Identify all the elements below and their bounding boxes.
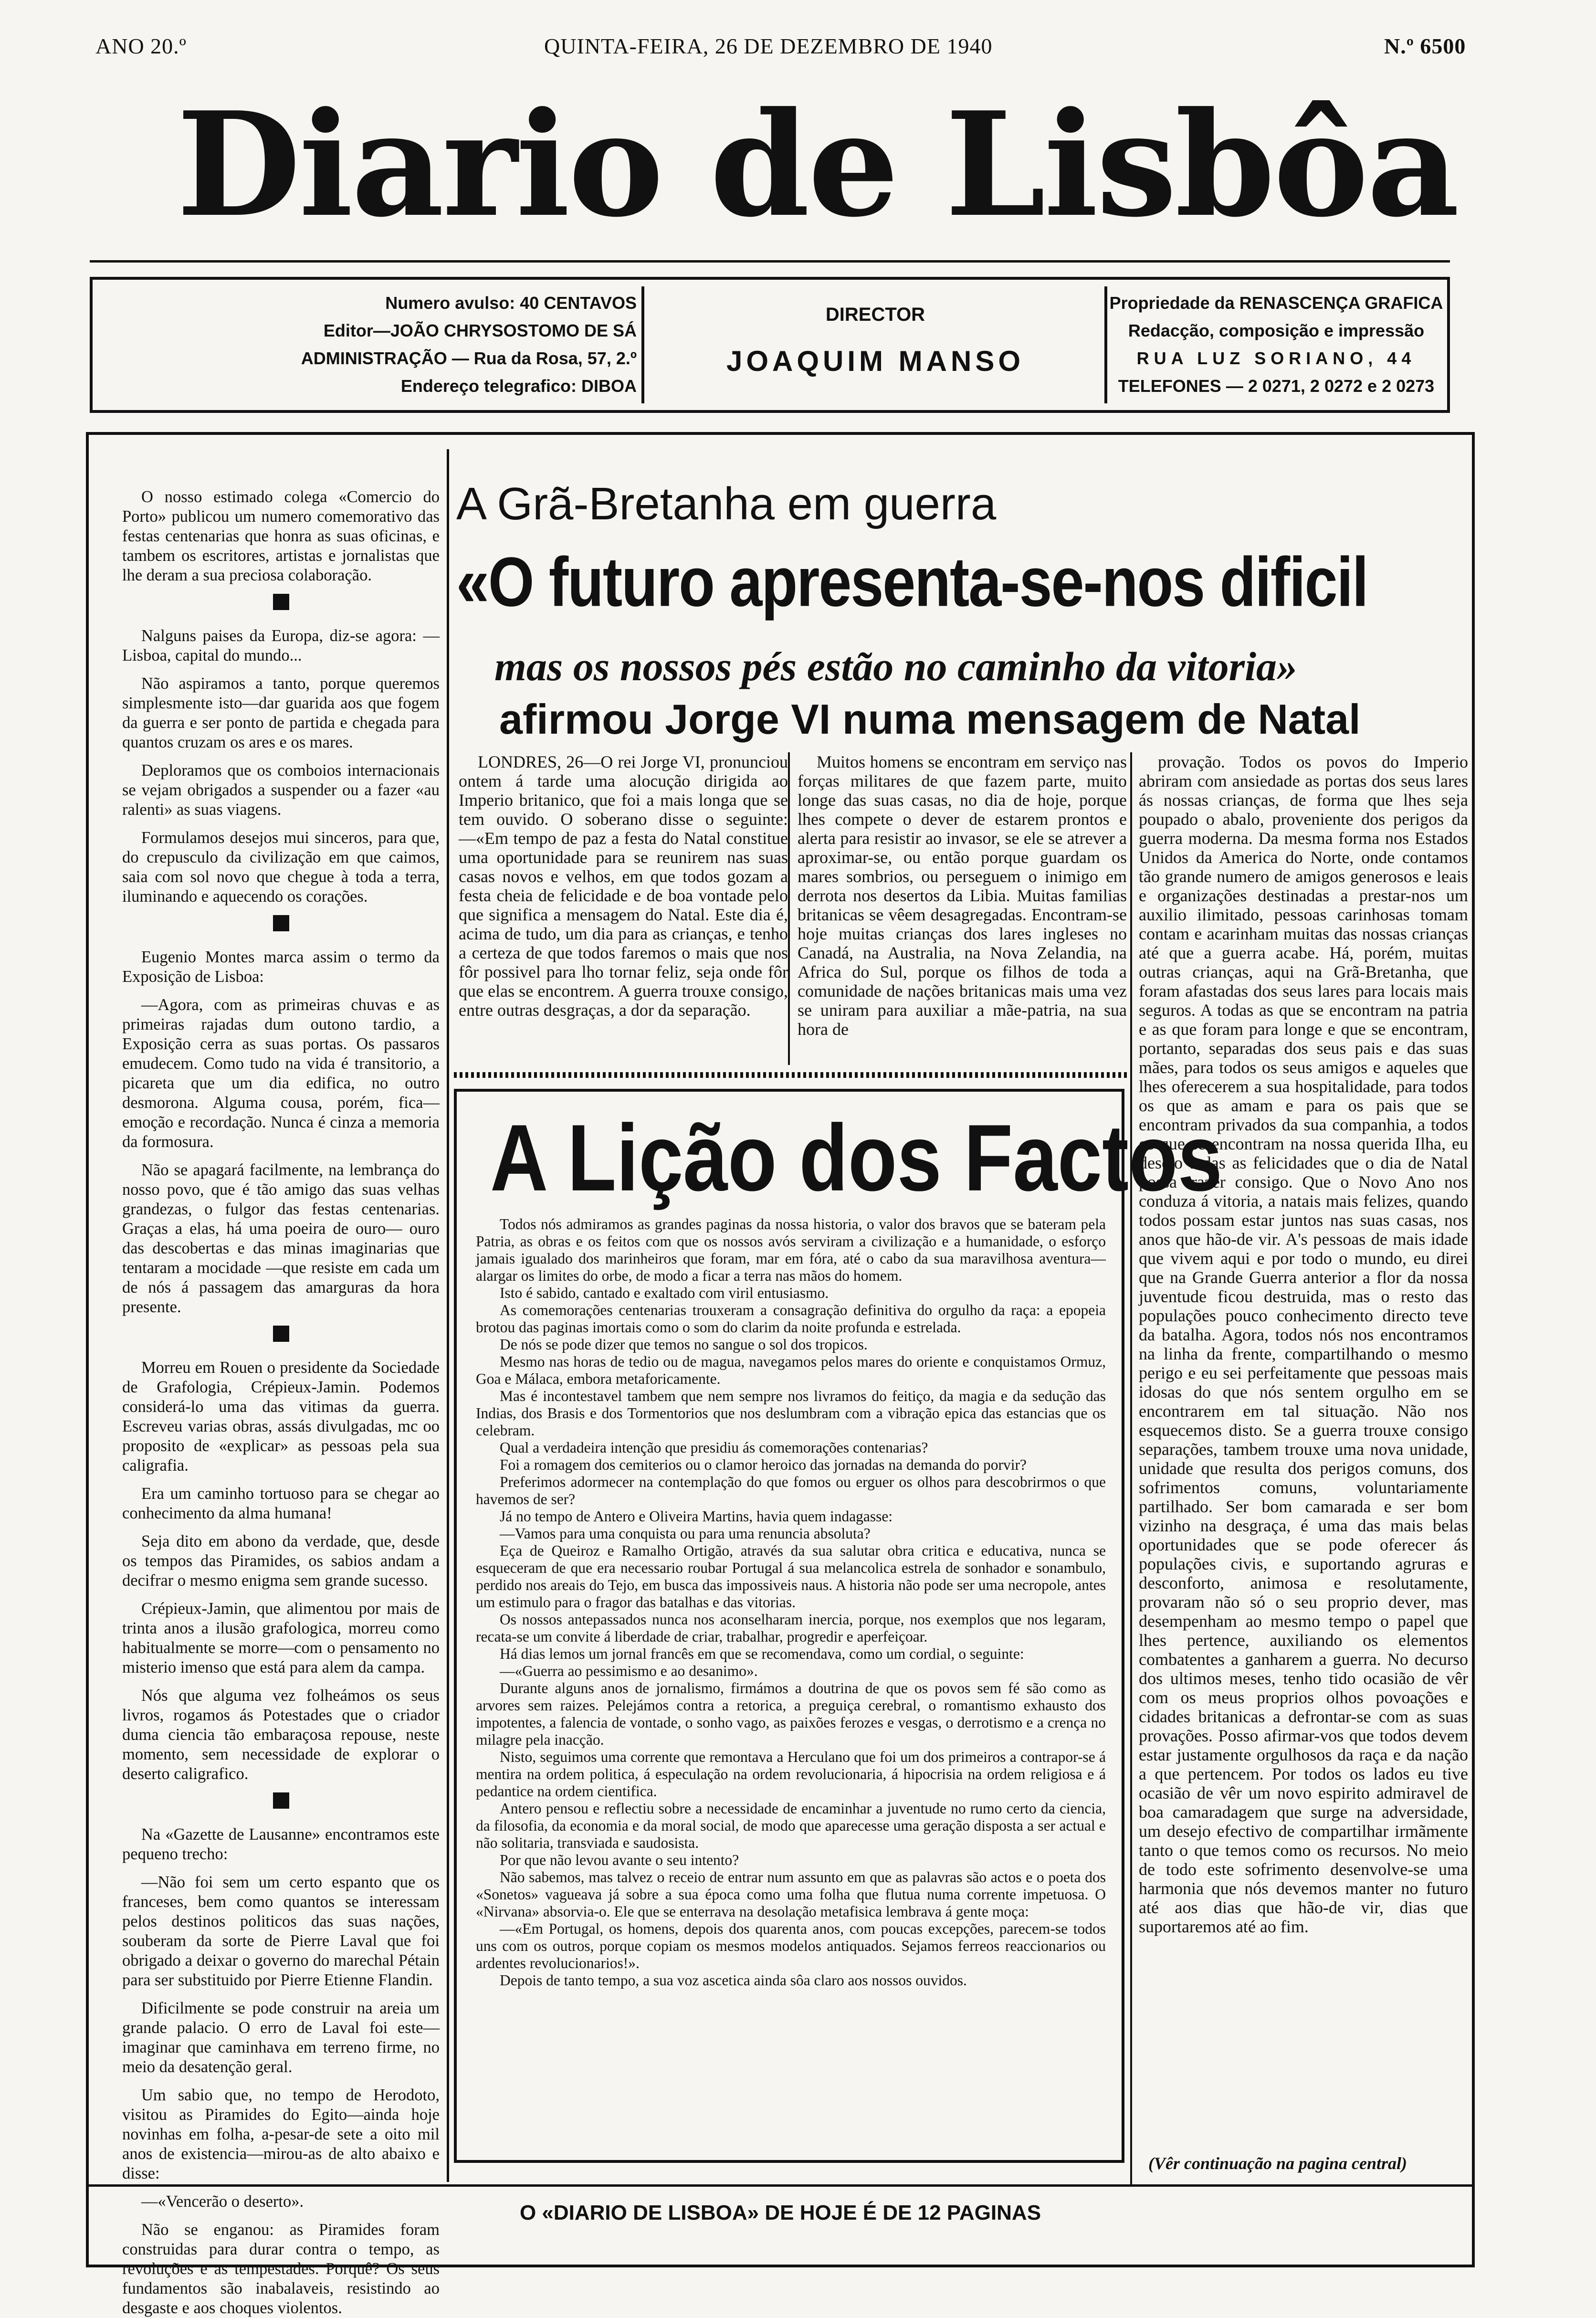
- brief-paragraph: Crépieux-Jamin, que alimentou por mais de trinta anos a ilusão grafologica, morreu como habitualmente se morre—com o pensamento no misterio imenso que está para alem da campa.: [122, 1600, 440, 1676]
- main-headline: «O futuro apresenta-se-nos dificil: [456, 543, 1368, 622]
- brief-paragraph: Morreu em Rouen o presidente da Sociedade de Grafologia, Crépieux-Jamin. Podemos considerá-lo uma das vitimas da guerra. Escreveu varias obras, assás divulgadas, mc oo proposito de «explicar» as pessoas pela sua caligrafia.: [122, 1359, 440, 1475]
- section-square: [273, 915, 289, 931]
- brief-paragraph: —«Vencerão o deserto».: [141, 2192, 304, 2211]
- brief-paragraph: Nós que alguma vez folheámos os seus livros, rogamos ás Potestades que o criador duma ciencia tão embaraçosa repouse, neste momento, sem necessidade de explorar o deserto caligrafico.: [122, 1686, 440, 1783]
- brief-paragraph: Não aspiramos a tanto, porque queremos simplesmente isto—dar guarida aos que fogem da guerra e ser ponto de partida e chegada para quantos cruzam os ares e os mares.: [122, 674, 440, 751]
- section-square: [273, 1792, 289, 1809]
- director-name: JOAQUIM MANSO: [726, 345, 1025, 377]
- licao-paragraph: Há dias lemos um jornal francês em que se recomendava, como um cordial, o seguinte:: [500, 1645, 1024, 1662]
- subheadline: mas os nossos pés estão no caminho da vitoria»: [494, 643, 1297, 689]
- edition-date: QUINTA-FEIRA, 26 DE DEZEMBRO DE 1940: [544, 34, 993, 58]
- licao-paragraph: Depois de tanto tempo, a sua voz ascetica ainda sôa claro aos nossos ouvidos.: [500, 1972, 967, 1989]
- brief-paragraph: —Agora, com as primeiras chuvas e as primeiras rajadas dum outono tardio, a Exposição cerra as suas portas. Os passaros emudecem. Como tudo na vida é transitorio, a picareta que um dia edifica, no outro desmorona. Alguma cousa, porém, fica—emoção e recordação. Nunca é cinza a memoria da formosura.: [122, 996, 440, 1151]
- brief-paragraph: Eugenio Montes marca assim o termo da Exposição de Lisboa:: [122, 948, 440, 986]
- brief-paragraph: Nalguns paises da Europa, diz-se agora: —Lisboa, capital do mundo...: [122, 627, 440, 664]
- brief-paragraph: O nosso estimado colega «Comercio do Porto» publicou um numero comemorativo das festas centenarias que honra as suas oficinas, e tambem os escritores, artistas e jornalistas que lhe deram a sua preciosa colaboração.: [122, 488, 440, 584]
- administration-line: ADMINISTRAÇÃO — Rua da Rosa, 57, 2.º: [301, 348, 637, 368]
- licao-paragraph: —«Guerra ao pessimismo e ao desanimo».: [500, 1663, 758, 1679]
- lead-text: Muitos homens se encontram em serviço nas forças militares de que fazem parte, muito longe das suas casas, no dia de hoje, porque lhes compete o dever de estarem prontos e alerta para resistir ao invasor, se ele se atrever a aproximar-se, ou então porque guardam os mares sombrios, ou perseguem o inimigo em derrota nos desertos da Libia. Muitas familias britanicas se vêem desagregadas. Encontram-se hoje muitas crianças dos lares ingleses no Canadá, na Australia, na Nova Zelandia, na Africa do Sul, porque os filhos de toda a comunidade de nações britanicas mais uma vez se uniram para auxiliar a mãe-patria, na sua hora de: [798, 752, 1127, 1039]
- column-rule: [447, 449, 449, 2182]
- column-rule: [788, 752, 790, 1065]
- director-label: DIRECTOR: [825, 304, 925, 325]
- lead-column-1: [459, 752, 788, 1067]
- ornamental-rule: [454, 1072, 1127, 1078]
- section-square: [273, 1326, 289, 1342]
- licao-paragraph: Foi a romagem dos cemiterios ou o clamor heroico das jornadas na demanda do porvir?: [500, 1456, 1027, 1473]
- brief-paragraph: Um sabio que, no tempo de Herodoto, visitou as Piramides do Egito—ainda hoje novinhas em folha, a-pesar-de sete a oito mil anos de existencia—mirou-as de alto abaixo e disse:: [122, 2086, 440, 2182]
- licao-paragraph: Qual a verdadeira intenção que presidiu ás comemorações contenarias?: [500, 1439, 928, 1456]
- licao-paragraph: —Vamos para uma conquista ou para uma renuncia absoluta?: [500, 1525, 871, 1542]
- lead-text: provação. Todos os povos do Imperio abriram com ansiedade as portas dos seus lares ás nossas crianças, de forma que lhes seja poupado o abalo, proveniente dos perigos da guerra moderna. Da mesma forma nos Estados Unidos da America do Norte, onde contamos tão grande numero de amigos generosos e leais e organizações destinadas a prestar-nos um auxilio ilimitado, pessoas carinhosas tomam contam e acarinham muitas das nossas crianças até que a guerra acabe. Há, porém, muitas outras crianças, aqui na Grã-Bretanha, que foram afastadas dos seus lares para locais mais seguros. A todas as que se encontram na patria e as que foram para longe e que se encontram, portanto, separadas dos seus pais e das suas mães, para todos os seus amigos e aqueles que lhes oferecerem a sua hospitalidade, para todos os que as amam e para os pais que se encontram privados da sua companhia, a todos os que se encontram na nossa querida Ilha, eu desejo todas as felicidades que o dia de Natal possa trazer consigo. Que o Novo Ano nos conduza á vitoria, a natais mais felizes, quando todos possam estar juntos nas suas casas, nos anos que hão-de vir. A's pessoas de mais idade que vivem aqui e por todo o mundo, eu direi que na Grande Guerra anterior a flor da nossa juventude ficou destruida, mas o resto das populações pouco conhecimento directo teve da batalha. Agora, todos nós nos encontramos na linha da frente, compartilhando o mesmo perigo e eu sei perfeitamente que pessoas mais idosas do que nós sentem orgulho em se encontrarem em tal situação. Não nos esquecemos disto. Se a guerra trouxe consigo separações, tambem trouxe uma nova unidade, unidade que resulta dos perigos comuns, dos sofrimentos comuns, voluntariamente partilhado. Ser bom camarada e ser bom vizinho na desgraça, é uma das mais belas oportunidades que se pode oferecer ás populações civis, e suportando agruras e desconforto, animosa e resolutamente, provaram não só o seu proprio dever, mas desempenham ao mesmo tempo o papel que lhes pertence, auxiliando os elementos combatentes a ganharem a guerra. No decurso dos ultimos meses, tenho tido ocasião de vêr com os meus proprios olhos povoações e cidades britanicas a defrontar-se com as suas provações. Posso afirmar-vos que todos devem estar justamente orgulhosos da raça e da nação a que pertencem. Por todos os lados eu tive ocasião de vêr um novo espirito admiravel de boa camaradagem que surge na adversidade, um desejo efectivo de compartilhar irmãmente tanto o que temos como os recursos. No meio de todo este sofrimento desenvolve-se uma harmonia que nós devemos manter no futuro até aos dias que hão-de vir, dias que suportaremos até ao fim.: [1139, 752, 1468, 1936]
- brief-paragraph: Não se apagará facilmente, na lembrança do nosso povo, que é tão amigo das suas velhas grandezas, o fulgor das festas centenarias. Graças a elas, há uma poeira de ouro— ouro das descobertas e das minas imaginarias que tentaram a mocidade —que resiste em cada um de nós á passagem das amarguras da hora presente.: [122, 1161, 440, 1316]
- deck-headline: afirmou Jorge VI numa mensagem de Natal: [499, 695, 1361, 743]
- telegraph-line: Endereço telegrafico: DIBOA: [400, 376, 637, 396]
- licao-text: [476, 1216, 1106, 2156]
- licao-paragraph: Eça de Queiroz e Ramalho Ortigão, através da sua salutar obra critica e educativa, nunca se esqueceram de que era necessario roubar Portugal á sua melancolica estrela de sonhador e sonambulo, perdido nos areais do Tejo, em busca das impossiveis naus. A historia não pode ser uma necropole, antes um estimulo para o fragor das batalhas e das vitorias.: [476, 1542, 1106, 1611]
- masthead-title: Diario de Lisbôa: [177, 80, 1458, 249]
- page-count-banner: O «DIARIO DE LISBOA» DE HOJE É DE 12 PAGINAS: [519, 2201, 1041, 2224]
- masthead-info-box: [90, 277, 1450, 413]
- director-block: [646, 301, 1104, 375]
- redaction-line: Redacção, composição e impressão: [1128, 321, 1425, 340]
- brief-paragraph: —Não foi sem um certo espanto que os franceses, bem como quantos se interessam pelos destinos politicos das suas nações, souberam da sorte de Pierre Laval que foi obrigado a deixar o governo do marechal Pétain para ser substituido por Pierre Etienne Flandin.: [122, 1873, 440, 1989]
- licao-paragraph: Antero pensou e reflectiu sobre a necessidade de encaminhar a juventude no rumo certo da ciencia, da filosofia, da economia e da moral social, de modo que aparecesse uma geração disposta a ser actual e não solitaria, transviada e saudosista.: [476, 1800, 1106, 1851]
- licao-paragraph: De nós se pode dizer que temos no sangue o sol dos tropicos.: [500, 1336, 868, 1353]
- editor-line: Editor—JOÃO CHRYSOSTOMO DE SÁ: [323, 321, 637, 340]
- licao-paragraph: Durante alguns anos de jornalismo, firmámos a doutrina de que os povos sem fé são como as arvores sem raizes. Pelejámos contra a retorica, a preguiça cerebral, o romantismo exhausto dos impotentes, a falencia de vontade, o sonho vago, as paixões ferozes e vesgas, o derrotismo e a crença no milagre pela inacção.: [476, 1680, 1106, 1748]
- front-page-frame: [86, 432, 1475, 2317]
- licao-paragraph: Já no tempo de Antero e Oliveira Martins, havia quem indagasse:: [500, 1508, 893, 1525]
- licao-paragraph: Preferimos adormecer na contemplação do que fomos ou erguer os olhos para descobrirmos o que havemos de ser?: [476, 1474, 1106, 1507]
- licao-paragraph: Nisto, seguimos uma corrente que remontava a Herculano que foi um dos primeiros a contrapor-se á mentira na ordem politica, á especulação na ordem revolucionaria, á hipocrisia na ordem religiosa e á pedantice na ordem cientifica.: [476, 1749, 1106, 1800]
- licao-paragraph: Todos nós admiramos as grandes paginas da nossa historia, o valor dos bravos que se bateram pela Patria, as obras e os feitos com que os nossos avós serviram a civilização e a humanidade, o esforço jamais igualado dos marinheiros que foram, mar em fóra, até o cabo da sua maravilhosa aventura—alargar os limites do orbe, de modo a ficar a terra nas mãos do homem.: [476, 1216, 1106, 1284]
- info-divider: [641, 286, 644, 403]
- brief-paragraph: Formulamos desejos mui sinceros, para que, do crepusculo da civilização em que caimos, saia com sol novo que chegue à toda a terra, iluminando e aquecendo os corações.: [122, 829, 440, 906]
- continuation-note: (Vêr continuação na pagina central): [1148, 2154, 1407, 2173]
- licao-paragraph: Não sabemos, mas talvez o receio de entrar num assunto em que as palavras são actos e o poeta dos «Sonetos» vagueava já sobre a sua época como uma folha que flutua numa corrente impetuosa. O «Nirvana» absorvia-o. Ele que se enterrava na desolação metafisica lembrava á gente moça:: [476, 1869, 1106, 1920]
- brief-paragraph: Seja dito em abono da verdade, que, desde os tempos das Piramides, os sabios andam a decifrar o mesmo enigma sem grande sucesso.: [122, 1532, 440, 1590]
- owner-info: [1109, 289, 1443, 400]
- info-divider: [1104, 286, 1107, 403]
- section-square: [273, 594, 289, 610]
- edition-number: N.º 6500: [1384, 34, 1466, 58]
- licao-title: A Lição dos Factos: [490, 1105, 1223, 1211]
- brief-paragraph: Não se enganou: as Piramides foram construidas para durar contra o tempo, as revoluções e as tempestades. Porquê? Os seus fundamentos são inabalaveis, resistindo ao desgaste e aos choques violentos.: [122, 2221, 440, 2317]
- licao-paragraph: —«Em Portugal, os homens, depois dos quarenta anos, com poucas excepções, parecem-se todos uns com os outros, porque copiam os mesmos modelos antiquados. Sejamos ferreos reaccionarios ou ardentes revolucionarios!».: [476, 1920, 1106, 1971]
- publication-info: [102, 289, 637, 400]
- licao-paragraph: Os nossos antepassados nunca nos aconselharam inercia, porque, nos exemplos que nos legaram, recata-se um convite á liberdade de criar, trabalhar, progredir e aperfeiçoar.: [476, 1611, 1106, 1645]
- licao-paragraph: Isto é sabido, cantado e exaltado com viril entusiasmo.: [500, 1285, 829, 1301]
- column-rule: [1130, 752, 1132, 2184]
- price-line: Numero avulso: 40 CENTAVOS: [385, 293, 637, 313]
- left-column: [122, 487, 440, 2317]
- licao-paragraph: Mas é incontestavel tambem que nem sempre nos livramos do feitiço, da magia e da sedução das Indias, dos Brasis e dos Tormentorios que nos deslumbram com a vibração epica das estancias que os celebram.: [476, 1388, 1106, 1439]
- lead-column-3: [1139, 752, 1468, 2146]
- masthead-rule: [90, 260, 1450, 263]
- brief-paragraph: Dificilmente se pode construir na areia um grande palacio. O erro de Laval foi este—imaginar que caminhava em terreno firme, no meio da desatenção geral.: [122, 1999, 440, 2076]
- edition-year: ANO 20.º: [95, 34, 187, 58]
- lead-column-2: [798, 752, 1127, 1067]
- licao-paragraph: Por que não levou avante o seu intento?: [500, 1852, 739, 1868]
- phones-line: TELEFONES — 2 0271, 2 0272 e 2 0273: [1118, 376, 1435, 396]
- owner-line: Propriedade da RENASCENÇA GRAFICA: [1109, 293, 1443, 313]
- brief-paragraph: Era um caminho tortuoso para se chegar ao conhecimento da alma humana!: [122, 1485, 440, 1522]
- licao-box: [454, 1089, 1223, 2163]
- brief-paragraph: Na «Gazette de Lausanne» encontramos este pequeno trecho:: [122, 1825, 440, 1863]
- address-line: RUA LUZ SORIANO, 44: [1136, 348, 1416, 368]
- kicker-headline: A Grã-Bretanha em guerra: [456, 478, 997, 529]
- licao-paragraph: Mesmo nas horas de tedio ou de magua, navegamos pelos mares do oriente e conquistamos Ormuz, Goa e Málaca, embora metaforicamente.: [476, 1353, 1106, 1387]
- footer-rule: [89, 2184, 1472, 2187]
- lead-text: LONDRES, 26—O rei Jorge VI, pronunciou ontem á tarde uma alocução dirigida ao Imperio britanico, que foi a mais longa que se tem ouvido. O soberano disse o seguinte:—«Em tempo de paz a festa do Natal constitue uma oportunidade para se reunirem nas suas casas novos e velhos, em que todos gozam a festa cheia de felicidade e de boa vontade pelo que significa a mensagem do Natal. Este dia é, acima de tudo, um dia para as crianças, e tenho a certeza de que todos faremos o mais que nos fôr possivel para lho tornar feliz, seja onde fôr que elas se encontrem. A guerra trouxe consigo, entre outras desgraças, a dor da separação.: [459, 752, 788, 1020]
- brief-paragraph: Deploramos que os comboios internacionais se vejam obrigados a suspender ou a fazer «au ralenti» as suas viagens.: [122, 761, 440, 819]
- licao-paragraph: As comemorações centenarias trouxeram a consagração definitiva do orgulho da raça: a epopeia brotou das paginas imortais como o som do clarim da noite profunda e estrelada.: [476, 1302, 1106, 1336]
